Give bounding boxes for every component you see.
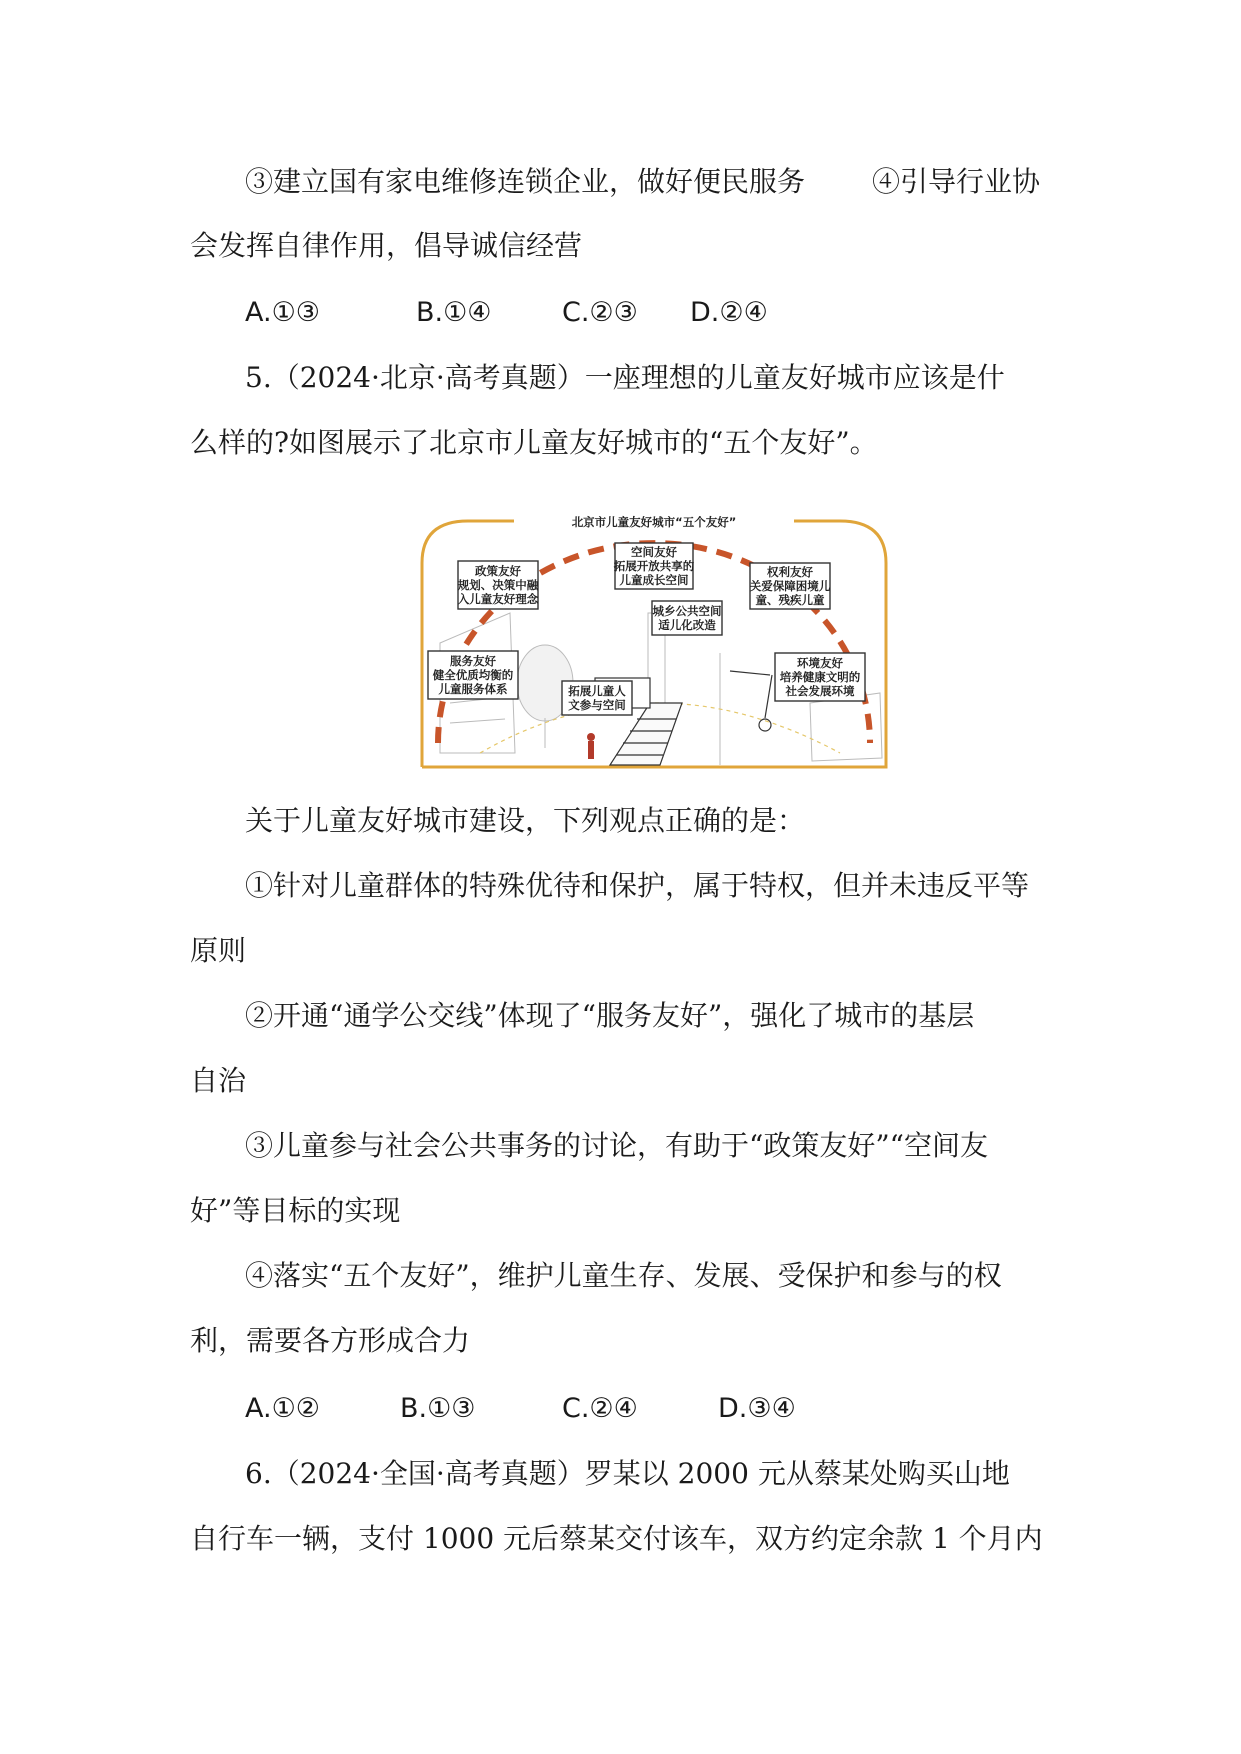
q5-option-c: C.②④ (562, 1393, 638, 1424)
box-public-space (652, 601, 722, 635)
q5-option-d: D.③④ (718, 1393, 796, 1424)
q4-option-a: A.①③ (245, 297, 320, 328)
q5-item3: ③儿童参与社会公共事务的讨论，有助于“政策友好”“空间友 (245, 1129, 988, 1162)
svg-text:健全优质均衡的: 健全优质均衡的 (432, 668, 514, 682)
svg-text:城乡公共空间: 城乡公共空间 (652, 604, 722, 618)
svg-text:环境友好: 环境友好 (797, 656, 843, 670)
q5-item1-cont: 原则 (190, 934, 247, 967)
q4-item4-cont: 会发挥自律作用，倡导诚信经营 (190, 229, 583, 262)
five-friendly-figure (420, 503, 888, 769)
q4-item3-text: ③建立国有家电维修连锁企业，做好便民服务 (245, 165, 806, 198)
q5-item3-cont: 好”等目标的实现 (190, 1194, 401, 1227)
q5-item1: ①针对儿童群体的特殊优待和保护，属于特权，但并未违反平等 (245, 869, 1030, 902)
svg-text:文参与空间: 文参与空间 (568, 698, 626, 712)
box-service-friendly (428, 651, 518, 699)
q4-option-c: C.②③ (562, 297, 638, 328)
box-policy-friendly (457, 561, 539, 609)
box-environment-friendly (775, 653, 865, 701)
svg-text:拓展开放共享的: 拓展开放共享的 (613, 559, 695, 573)
q4-option-d: D.②④ (690, 297, 768, 328)
svg-text:童、残疾儿童: 童、残疾儿童 (755, 593, 825, 607)
svg-text:拓展儿童人: 拓展儿童人 (568, 684, 626, 698)
q6-stem-line2: 自行车一辆，支付 1000 元后蔡某交付该车，双方约定余款 1 个月内 (190, 1522, 1043, 1555)
q5-item2-cont: 自治 (190, 1064, 247, 1097)
q5-prompt: 关于儿童友好城市建设，下列观点正确的是： (245, 804, 806, 837)
svg-text:权利友好: 权利友好 (767, 565, 813, 579)
svg-text:关爱保障困境儿: 关爱保障困境儿 (749, 579, 831, 593)
svg-text:入儿童友好理念: 入儿童友好理念 (457, 592, 539, 606)
q5-stem-line2: 么样的?如图展示了北京市儿童友好城市的“五个友好”。 (190, 426, 878, 459)
svg-text:适儿化改造: 适儿化改造 (658, 618, 716, 632)
q5-option-a: A.①② (245, 1393, 320, 1424)
svg-text:规划、决策中融: 规划、决策中融 (457, 578, 539, 592)
box-space-friendly (613, 543, 695, 589)
q5-item2: ②开通“通学公交线”体现了“服务友好”，强化了城市的基层 (245, 999, 975, 1032)
q5-item4: ④落实“五个友好”，维护儿童生存、发展、受保护和参与的权 (245, 1259, 1002, 1292)
box-rights-friendly (750, 563, 831, 609)
q5-stem-line1: 5.（2024·北京·高考真题）一座理想的儿童友好城市应该是什 (245, 361, 1005, 394)
svg-text:社会发展环境: 社会发展环境 (785, 684, 855, 698)
q5-option-b: B.①③ (400, 1393, 476, 1424)
svg-text:空间友好: 空间友好 (631, 545, 677, 559)
q6-stem-line1: 6.（2024·全国·高考真题）罗某以 2000 元从蔡某处购买山地 (245, 1457, 1010, 1490)
box-humanities-space (562, 681, 632, 715)
q4-option-b: B.①④ (416, 297, 492, 328)
svg-text:培养健康文明的: 培养健康文明的 (779, 670, 861, 684)
svg-text:服务友好: 服务友好 (450, 654, 496, 668)
svg-text:儿童服务体系: 儿童服务体系 (438, 682, 508, 696)
child-figure (588, 741, 594, 759)
figure-title: 北京市儿童友好城市“五个友好” (571, 515, 737, 529)
q5-item4-cont: 利，需要各方形成合力 (190, 1324, 471, 1357)
svg-text:儿童成长空间: 儿童成长空间 (619, 573, 689, 587)
q4-item4-text: ④引导行业协 (872, 165, 1041, 198)
svg-text:政策友好: 政策友好 (475, 564, 521, 578)
